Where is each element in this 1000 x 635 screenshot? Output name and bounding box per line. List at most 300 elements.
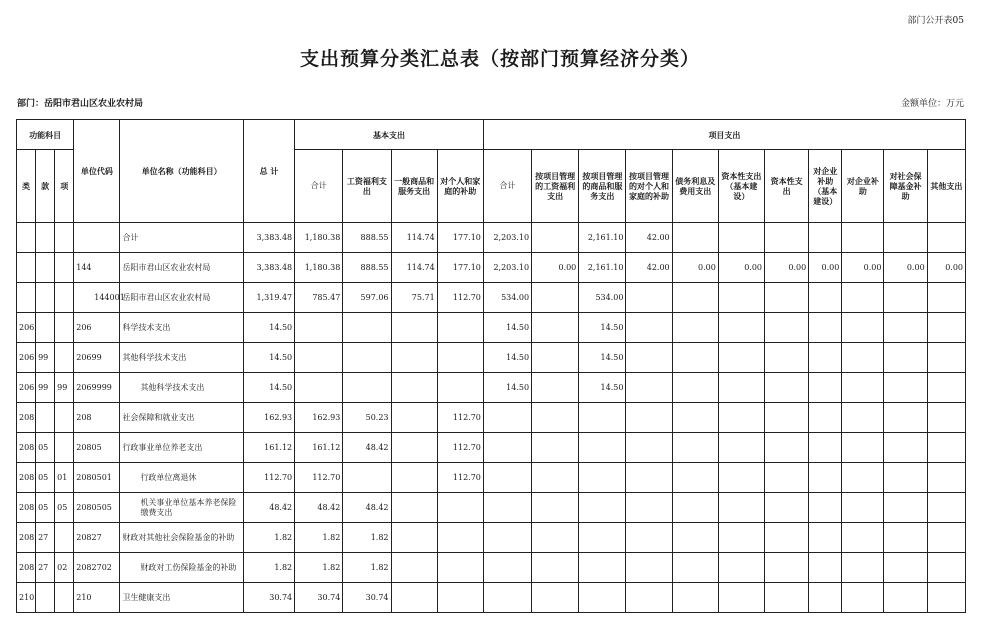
- cell-xiang: [55, 313, 74, 343]
- cell-p-debt: [672, 223, 718, 253]
- cell-p-ent: [842, 283, 884, 313]
- cell-b-goods: [391, 553, 437, 583]
- cell-b-sum: 30.74: [295, 583, 343, 613]
- cell-p-capital-basic: [718, 493, 764, 523]
- cell-p-ent: [842, 373, 884, 403]
- cell-total: 14.50: [243, 343, 294, 373]
- cell-kuan: 27: [36, 553, 55, 583]
- cell-total: 48.42: [243, 493, 294, 523]
- cell-p-other: [927, 373, 965, 403]
- cell-p-other: [927, 493, 965, 523]
- cell-xiang: [55, 523, 74, 553]
- header-project-capital-basic: 资本性支出（基本建设）: [718, 150, 764, 223]
- cell-p-ent-basic: [809, 373, 842, 403]
- cell-p-capital: [765, 343, 809, 373]
- cell-lei: 208: [17, 493, 36, 523]
- cell-name: 其他科学技术支出: [120, 373, 244, 403]
- cell-p-sum: [483, 403, 531, 433]
- header-kuan: 款: [36, 150, 55, 223]
- cell-b-personal: [437, 523, 483, 553]
- cell-code: 206: [74, 313, 120, 343]
- table-row: [17, 223, 966, 253]
- cell-b-goods: [391, 463, 437, 493]
- cell-xiang: 05: [55, 493, 74, 523]
- cell-kuan: [36, 223, 55, 253]
- header-total: 总 计: [243, 120, 294, 223]
- cell-code: 208: [74, 403, 120, 433]
- cell-b-wage: [343, 463, 391, 493]
- cell-p-personal: [626, 493, 672, 523]
- cell-b-wage: 48.42: [343, 493, 391, 523]
- cell-b-wage: 597.06: [343, 283, 391, 313]
- cell-b-personal: [437, 583, 483, 613]
- cell-b-wage: 48.42: [343, 433, 391, 463]
- cell-p-ent: [842, 583, 884, 613]
- cell-p-goods: 14.50: [579, 343, 626, 373]
- table-row: [17, 463, 966, 493]
- cell-total: 3,383.48: [243, 223, 294, 253]
- cell-code: 20805: [74, 433, 120, 463]
- header-basic-expense: 基本支出: [295, 120, 484, 150]
- header-project-enterprise-basic: 对企业补助（基本建设）: [809, 150, 842, 223]
- cell-p-goods: [579, 463, 626, 493]
- cell-p-capital: [765, 433, 809, 463]
- cell-lei: [17, 223, 36, 253]
- cell-p-ent: [842, 313, 884, 343]
- cell-p-sum: [483, 523, 531, 553]
- cell-p-ent: [842, 223, 884, 253]
- cell-lei: 208: [17, 433, 36, 463]
- cell-b-wage: [343, 343, 391, 373]
- cell-p-other: [927, 343, 965, 373]
- cell-p-social: [884, 433, 927, 463]
- cell-b-personal: [437, 313, 483, 343]
- cell-p-sum: 534.00: [483, 283, 531, 313]
- cell-p-capital: [765, 313, 809, 343]
- cell-xiang: [55, 403, 74, 433]
- cell-b-wage: 888.55: [343, 253, 391, 283]
- cell-b-sum: 785.47: [295, 283, 343, 313]
- cell-b-wage: 30.74: [343, 583, 391, 613]
- cell-p-debt: [672, 493, 718, 523]
- cell-p-ent: [842, 493, 884, 523]
- cell-total: 162.93: [243, 403, 294, 433]
- cell-p-capital-basic: [718, 433, 764, 463]
- cell-b-goods: [391, 433, 437, 463]
- cell-p-capital: [765, 403, 809, 433]
- cell-b-sum: 112.70: [295, 463, 343, 493]
- cell-kuan: [36, 313, 55, 343]
- table-row: [17, 373, 966, 403]
- cell-b-personal: 112.70: [437, 463, 483, 493]
- cell-p-sum: 14.50: [483, 343, 531, 373]
- cell-lei: [17, 253, 36, 283]
- cell-b-sum: [295, 313, 343, 343]
- cell-name: 财政对其他社会保险基金的补助: [120, 523, 244, 553]
- cell-p-wage: [532, 523, 579, 553]
- cell-p-social: [884, 403, 927, 433]
- department-label: 部门：岳阳市君山区农业农村局: [17, 99, 144, 109]
- cell-p-wage: [532, 583, 579, 613]
- cell-p-goods: [579, 403, 626, 433]
- cell-p-wage: [532, 433, 579, 463]
- cell-p-personal: [626, 343, 672, 373]
- cell-p-goods: 534.00: [579, 283, 626, 313]
- cell-p-social: [884, 583, 927, 613]
- cell-p-wage: [532, 313, 579, 343]
- cell-code: 2069999: [74, 373, 120, 403]
- cell-p-ent-basic: [809, 283, 842, 313]
- cell-b-wage: 50.23: [343, 403, 391, 433]
- cell-b-personal: [437, 373, 483, 403]
- cell-p-goods: 2,161.10: [579, 223, 626, 253]
- cell-b-wage: [343, 313, 391, 343]
- cell-b-goods: [391, 373, 437, 403]
- cell-p-other: [927, 283, 965, 313]
- table-row: [17, 403, 966, 433]
- cell-p-sum: 14.50: [483, 313, 531, 343]
- cell-total: 161.12: [243, 433, 294, 463]
- cell-p-wage: [532, 223, 579, 253]
- cell-p-other: [927, 433, 965, 463]
- cell-p-debt: [672, 343, 718, 373]
- cell-p-sum: [483, 493, 531, 523]
- cell-p-social: [884, 463, 927, 493]
- cell-p-capital: [765, 493, 809, 523]
- cell-b-personal: [437, 553, 483, 583]
- cell-lei: 206: [17, 343, 36, 373]
- cell-p-capital-basic: [718, 403, 764, 433]
- cell-p-sum: [483, 433, 531, 463]
- cell-p-personal: [626, 283, 672, 313]
- cell-kuan: [36, 583, 55, 613]
- cell-p-personal: 42.00: [626, 253, 672, 283]
- cell-p-capital-basic: [718, 223, 764, 253]
- cell-p-social: [884, 283, 927, 313]
- header-project-debt: 债务利息及费用支出: [672, 150, 718, 223]
- cell-b-goods: 114.74: [391, 223, 437, 253]
- cell-p-goods: 2,161.10: [579, 253, 626, 283]
- cell-total: 14.50: [243, 313, 294, 343]
- table-row: [17, 283, 966, 313]
- table-row: [17, 433, 966, 463]
- cell-total: 3,383.48: [243, 253, 294, 283]
- cell-p-ent: [842, 343, 884, 373]
- page-title: 支出预算分类汇总表（按部门预算经济分类）: [299, 48, 700, 70]
- cell-b-personal: 112.70: [437, 283, 483, 313]
- cell-p-other: [927, 553, 965, 583]
- cell-name: 科学技术支出: [120, 313, 244, 343]
- header-unit-name: 单位名称（功能科目）: [120, 120, 244, 223]
- cell-p-goods: 14.50: [579, 373, 626, 403]
- cell-p-other: [927, 523, 965, 553]
- cell-p-other: [927, 223, 965, 253]
- table-row: [17, 493, 966, 523]
- cell-p-wage: [532, 283, 579, 313]
- cell-p-debt: [672, 583, 718, 613]
- cell-b-sum: 1,180.38: [295, 223, 343, 253]
- table-row: [17, 253, 966, 283]
- cell-p-ent: [842, 433, 884, 463]
- amount-unit-label: 金额单位：万元: [900, 99, 964, 109]
- cell-p-goods: [579, 583, 626, 613]
- cell-p-ent: [842, 403, 884, 433]
- cell-xiang: [55, 433, 74, 463]
- cell-total: 1,319.47: [243, 283, 294, 313]
- cell-p-ent-basic: [809, 493, 842, 523]
- cell-name: 行政单位离退休: [120, 463, 244, 493]
- cell-p-capital-basic: [718, 373, 764, 403]
- cell-xiang: 99: [55, 373, 74, 403]
- cell-p-personal: [626, 553, 672, 583]
- header-project-enterprise: 对企业补助: [842, 150, 884, 223]
- cell-b-goods: 75.71: [391, 283, 437, 313]
- cell-p-debt: [672, 523, 718, 553]
- cell-name: 机关事业单位基本养老保险缴费支出: [120, 493, 244, 523]
- cell-kuan: 05: [36, 493, 55, 523]
- cell-xiang: 02: [55, 553, 74, 583]
- cell-p-capital: [765, 463, 809, 493]
- cell-b-personal: 177.10: [437, 223, 483, 253]
- cell-kuan: 05: [36, 433, 55, 463]
- table-row: [17, 523, 966, 553]
- cell-lei: 210: [17, 583, 36, 613]
- cell-total: 1.82: [243, 553, 294, 583]
- cell-p-ent: [842, 463, 884, 493]
- header-project-goods: 按项目管理的商品和服务支出: [579, 150, 626, 223]
- cell-b-sum: [295, 343, 343, 373]
- cell-p-capital-basic: [718, 313, 764, 343]
- cell-b-wage: 1.82: [343, 523, 391, 553]
- header-lei: 类: [17, 150, 36, 223]
- cell-p-ent-basic: [809, 223, 842, 253]
- header-xiang: 项: [55, 150, 74, 223]
- table-row: [17, 343, 966, 373]
- cell-total: 30.74: [243, 583, 294, 613]
- cell-p-goods: [579, 523, 626, 553]
- cell-p-ent-basic: [809, 343, 842, 373]
- cell-p-personal: [626, 433, 672, 463]
- cell-p-sum: 2,203.10: [483, 223, 531, 253]
- cell-p-ent-basic: [809, 553, 842, 583]
- cell-p-capital: [765, 523, 809, 553]
- cell-b-goods: [391, 493, 437, 523]
- cell-p-ent-basic: [809, 433, 842, 463]
- cell-name: 其他科学技术支出: [120, 343, 244, 373]
- cell-p-ent-basic: [809, 463, 842, 493]
- cell-lei: 208: [17, 523, 36, 553]
- header-unit-code: 单位代码: [74, 120, 120, 223]
- cell-b-sum: 48.42: [295, 493, 343, 523]
- cell-p-goods: [579, 493, 626, 523]
- cell-p-capital-basic: [718, 343, 764, 373]
- cell-b-goods: [391, 403, 437, 433]
- cell-p-capital-basic: [718, 523, 764, 553]
- cell-kuan: 27: [36, 523, 55, 553]
- cell-p-other: [927, 463, 965, 493]
- cell-code: 20827: [74, 523, 120, 553]
- cell-p-capital: [765, 223, 809, 253]
- cell-p-capital: [765, 283, 809, 313]
- cell-code: 144001: [74, 283, 120, 313]
- header-func-subject: 功能科目: [17, 120, 74, 150]
- cell-p-sum: [483, 583, 531, 613]
- header-project-social: 对社会保障基金补助: [884, 150, 927, 223]
- cell-p-wage: [532, 343, 579, 373]
- cell-p-wage: [532, 373, 579, 403]
- cell-p-sum: [483, 553, 531, 583]
- cell-p-sum: 2,203.10: [483, 253, 531, 283]
- cell-p-social: 0.00: [884, 253, 927, 283]
- cell-p-capital: [765, 373, 809, 403]
- cell-p-social: [884, 313, 927, 343]
- cell-b-goods: [391, 343, 437, 373]
- cell-p-capital-basic: [718, 283, 764, 313]
- cell-p-debt: [672, 283, 718, 313]
- cell-lei: [17, 283, 36, 313]
- cell-p-debt: [672, 313, 718, 343]
- cell-b-sum: [295, 373, 343, 403]
- cell-name: 行政事业单位养老支出: [120, 433, 244, 463]
- cell-kuan: 99: [36, 343, 55, 373]
- cell-b-sum: 1,180.38: [295, 253, 343, 283]
- cell-p-capital-basic: 0.00: [718, 253, 764, 283]
- cell-code: 144: [74, 253, 120, 283]
- cell-b-wage: [343, 373, 391, 403]
- cell-p-personal: [626, 583, 672, 613]
- cell-p-ent: [842, 523, 884, 553]
- cell-p-wage: [532, 493, 579, 523]
- cell-code: [74, 223, 120, 253]
- cell-p-personal: [626, 463, 672, 493]
- cell-b-sum: 1.82: [295, 523, 343, 553]
- cell-xiang: [55, 283, 74, 313]
- budget-summary-table: [16, 119, 966, 613]
- cell-p-wage: [532, 403, 579, 433]
- cell-p-ent-basic: [809, 523, 842, 553]
- cell-p-personal: [626, 403, 672, 433]
- cell-p-ent-basic: [809, 403, 842, 433]
- cell-kuan: [36, 253, 55, 283]
- cell-p-social: [884, 223, 927, 253]
- cell-p-social: [884, 553, 927, 583]
- header-basic-goods: 一般商品和服务支出: [391, 150, 437, 223]
- cell-p-personal: 42.00: [626, 223, 672, 253]
- cell-p-capital-basic: [718, 583, 764, 613]
- cell-name: 合计: [120, 223, 244, 253]
- cell-p-wage: [532, 463, 579, 493]
- cell-p-debt: 0.00: [672, 253, 718, 283]
- cell-b-sum: 161.12: [295, 433, 343, 463]
- cell-code: 210: [74, 583, 120, 613]
- cell-b-goods: [391, 313, 437, 343]
- cell-lei: 208: [17, 553, 36, 583]
- cell-name: 岳阳市君山区农业农村局: [120, 253, 244, 283]
- cell-b-goods: 114.74: [391, 253, 437, 283]
- cell-p-goods: 14.50: [579, 313, 626, 343]
- cell-xiang: [55, 253, 74, 283]
- header-project-personal: 按项目管理的对个人和家庭的补助: [626, 150, 672, 223]
- cell-b-personal: 112.70: [437, 403, 483, 433]
- cell-p-other: [927, 313, 965, 343]
- cell-code: 2082702: [74, 553, 120, 583]
- header-basic-wage: 工资福利支出: [343, 150, 391, 223]
- form-id: 部门公开表05: [907, 16, 964, 26]
- header-project-capital: 资本性支出: [765, 150, 809, 223]
- cell-p-capital-basic: [718, 463, 764, 493]
- cell-p-ent-basic: [809, 313, 842, 343]
- cell-p-debt: [672, 373, 718, 403]
- cell-p-social: [884, 493, 927, 523]
- header-basic-personal: 对个人和家庭的补助: [437, 150, 483, 223]
- cell-p-capital: [765, 553, 809, 583]
- cell-p-other: 0.00: [927, 253, 965, 283]
- cell-b-personal: [437, 493, 483, 523]
- cell-p-sum: [483, 463, 531, 493]
- cell-p-ent-basic: 0.00: [809, 253, 842, 283]
- cell-p-capital-basic: [718, 553, 764, 583]
- cell-p-personal: [626, 523, 672, 553]
- cell-lei: 206: [17, 373, 36, 403]
- cell-p-goods: [579, 553, 626, 583]
- cell-p-ent-basic: [809, 583, 842, 613]
- cell-p-other: [927, 403, 965, 433]
- cell-p-sum: 14.50: [483, 373, 531, 403]
- cell-lei: 206: [17, 313, 36, 343]
- cell-p-debt: [672, 403, 718, 433]
- cell-p-debt: [672, 553, 718, 583]
- header-project-wage: 按项目管理的工资福利支出: [532, 150, 579, 223]
- cell-kuan: [36, 403, 55, 433]
- cell-p-ent: 0.00: [842, 253, 884, 283]
- cell-name: 卫生健康支出: [120, 583, 244, 613]
- cell-kuan: 99: [36, 373, 55, 403]
- cell-kuan: 05: [36, 463, 55, 493]
- header-basic-sum: 合计: [295, 150, 343, 223]
- cell-b-personal: [437, 343, 483, 373]
- cell-xiang: [55, 343, 74, 373]
- cell-b-personal: 177.10: [437, 253, 483, 283]
- cell-p-debt: [672, 463, 718, 493]
- table-row: [17, 313, 966, 343]
- cell-name: 岳阳市君山区农业农村局: [120, 283, 244, 313]
- cell-p-debt: [672, 433, 718, 463]
- table-row: [17, 583, 966, 613]
- header-project-sum: 合计: [483, 150, 531, 223]
- cell-p-wage: [532, 553, 579, 583]
- cell-b-wage: 888.55: [343, 223, 391, 253]
- cell-p-social: [884, 523, 927, 553]
- table-row: [17, 553, 966, 583]
- cell-total: 1.82: [243, 523, 294, 553]
- cell-b-goods: [391, 583, 437, 613]
- cell-b-personal: 112.70: [437, 433, 483, 463]
- cell-xiang: 01: [55, 463, 74, 493]
- cell-name: 社会保障和就业支出: [120, 403, 244, 433]
- cell-code: 2080505: [74, 493, 120, 523]
- cell-kuan: [36, 283, 55, 313]
- cell-total: 112.70: [243, 463, 294, 493]
- cell-total: 14.50: [243, 373, 294, 403]
- cell-p-social: [884, 373, 927, 403]
- cell-code: 2080501: [74, 463, 120, 493]
- cell-b-sum: 1.82: [295, 553, 343, 583]
- cell-p-capital: 0.00: [765, 253, 809, 283]
- cell-lei: 208: [17, 403, 36, 433]
- cell-p-personal: [626, 313, 672, 343]
- cell-p-goods: [579, 433, 626, 463]
- cell-code: 20699: [74, 343, 120, 373]
